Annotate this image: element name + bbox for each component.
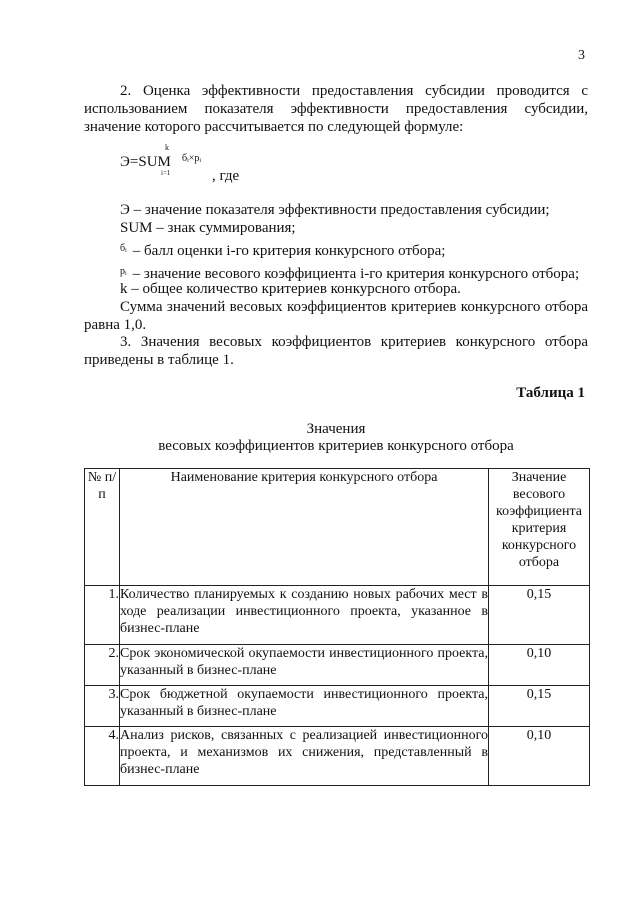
row-num: 3. [85,686,120,727]
row-name: Анализ рисков, связанных с реализацией инвестиционного проекта, и механизмов их снижения, представленный в бизнес-плане [120,727,489,786]
table-row [85,586,590,645]
definition-p-text: – значение весового коэффициента i-го критерия конкурсного отбора; [132,266,580,282]
row-num: 2. [85,645,120,686]
formula-main: Э=SUM [120,154,171,170]
header-name: Наименование критерия конкурсного отбора [120,469,489,586]
row-name: Срок экономической окупаемости инвестиционного проекта, указанный в бизнес-плане [120,645,489,686]
table-label: Таблица 1 [516,385,585,401]
formula [120,143,320,190]
table-title-line2: весовых коэффициентов критериев конкурсного отбора [158,438,514,454]
row-name: Количество планируемых к созданию новых рабочих мест в ходе реализации инвестиционного проекта, указанное в бизнес-плане [120,586,489,645]
definition-k: k – общее количество критериев конкурсного отбора. [120,281,461,297]
definition-p-symbol: рᵢ [120,266,127,277]
sum-sentence: Сумма значений весовых коэффициентов критериев конкурсного отбора равна 1,0. [84,299,588,333]
table-row [85,645,590,686]
row-value: 0,15 [489,586,590,645]
row-num: 1. [85,586,120,645]
table-header-row [85,469,590,586]
paragraph-3: 3. Значения весовых коэффициентов критериев конкурсного отбора приведены в таблице 1. [84,334,588,368]
formula-where: , где [212,168,240,184]
header-num: № п/п [85,469,120,586]
table-row [85,727,590,786]
row-value: 0,10 [489,645,590,686]
definition-sum: SUM – знак суммирования; [120,220,296,236]
table-title-line1: Значения [306,421,366,437]
criteria-table [84,468,590,786]
definition-b [120,240,445,260]
formula-term: бᵢ×рᵢ [182,153,201,164]
row-value: 0,15 [489,686,590,727]
row-value: 0,10 [489,727,590,786]
definition-b-symbol: бᵢ [120,243,127,254]
page-number: 3 [578,48,585,63]
formula-lower-limit: i=1 [161,169,171,177]
table-row [85,686,590,727]
definition-e: Э – значение показателя эффективности предоставления субсидии; [120,202,550,218]
formula-upper-limit: k [165,143,169,152]
definition-b-text: – балл оценки i-го критерия конкурсного отбора; [132,243,446,259]
header-value: Значение весового коэффициента критерия конкурсного отбора [489,469,590,586]
row-name: Срок бюджетной окупаемости инвестиционного проекта, указанный в бизнес-плане [120,686,489,727]
row-num: 4. [85,727,120,786]
paragraph-2: 2. Оценка эффективности предоставления субсидии проводится с использованием показателя эффективности предоставления субсидии, значение которого рассчитывается по следующей формуле: [84,83,588,135]
